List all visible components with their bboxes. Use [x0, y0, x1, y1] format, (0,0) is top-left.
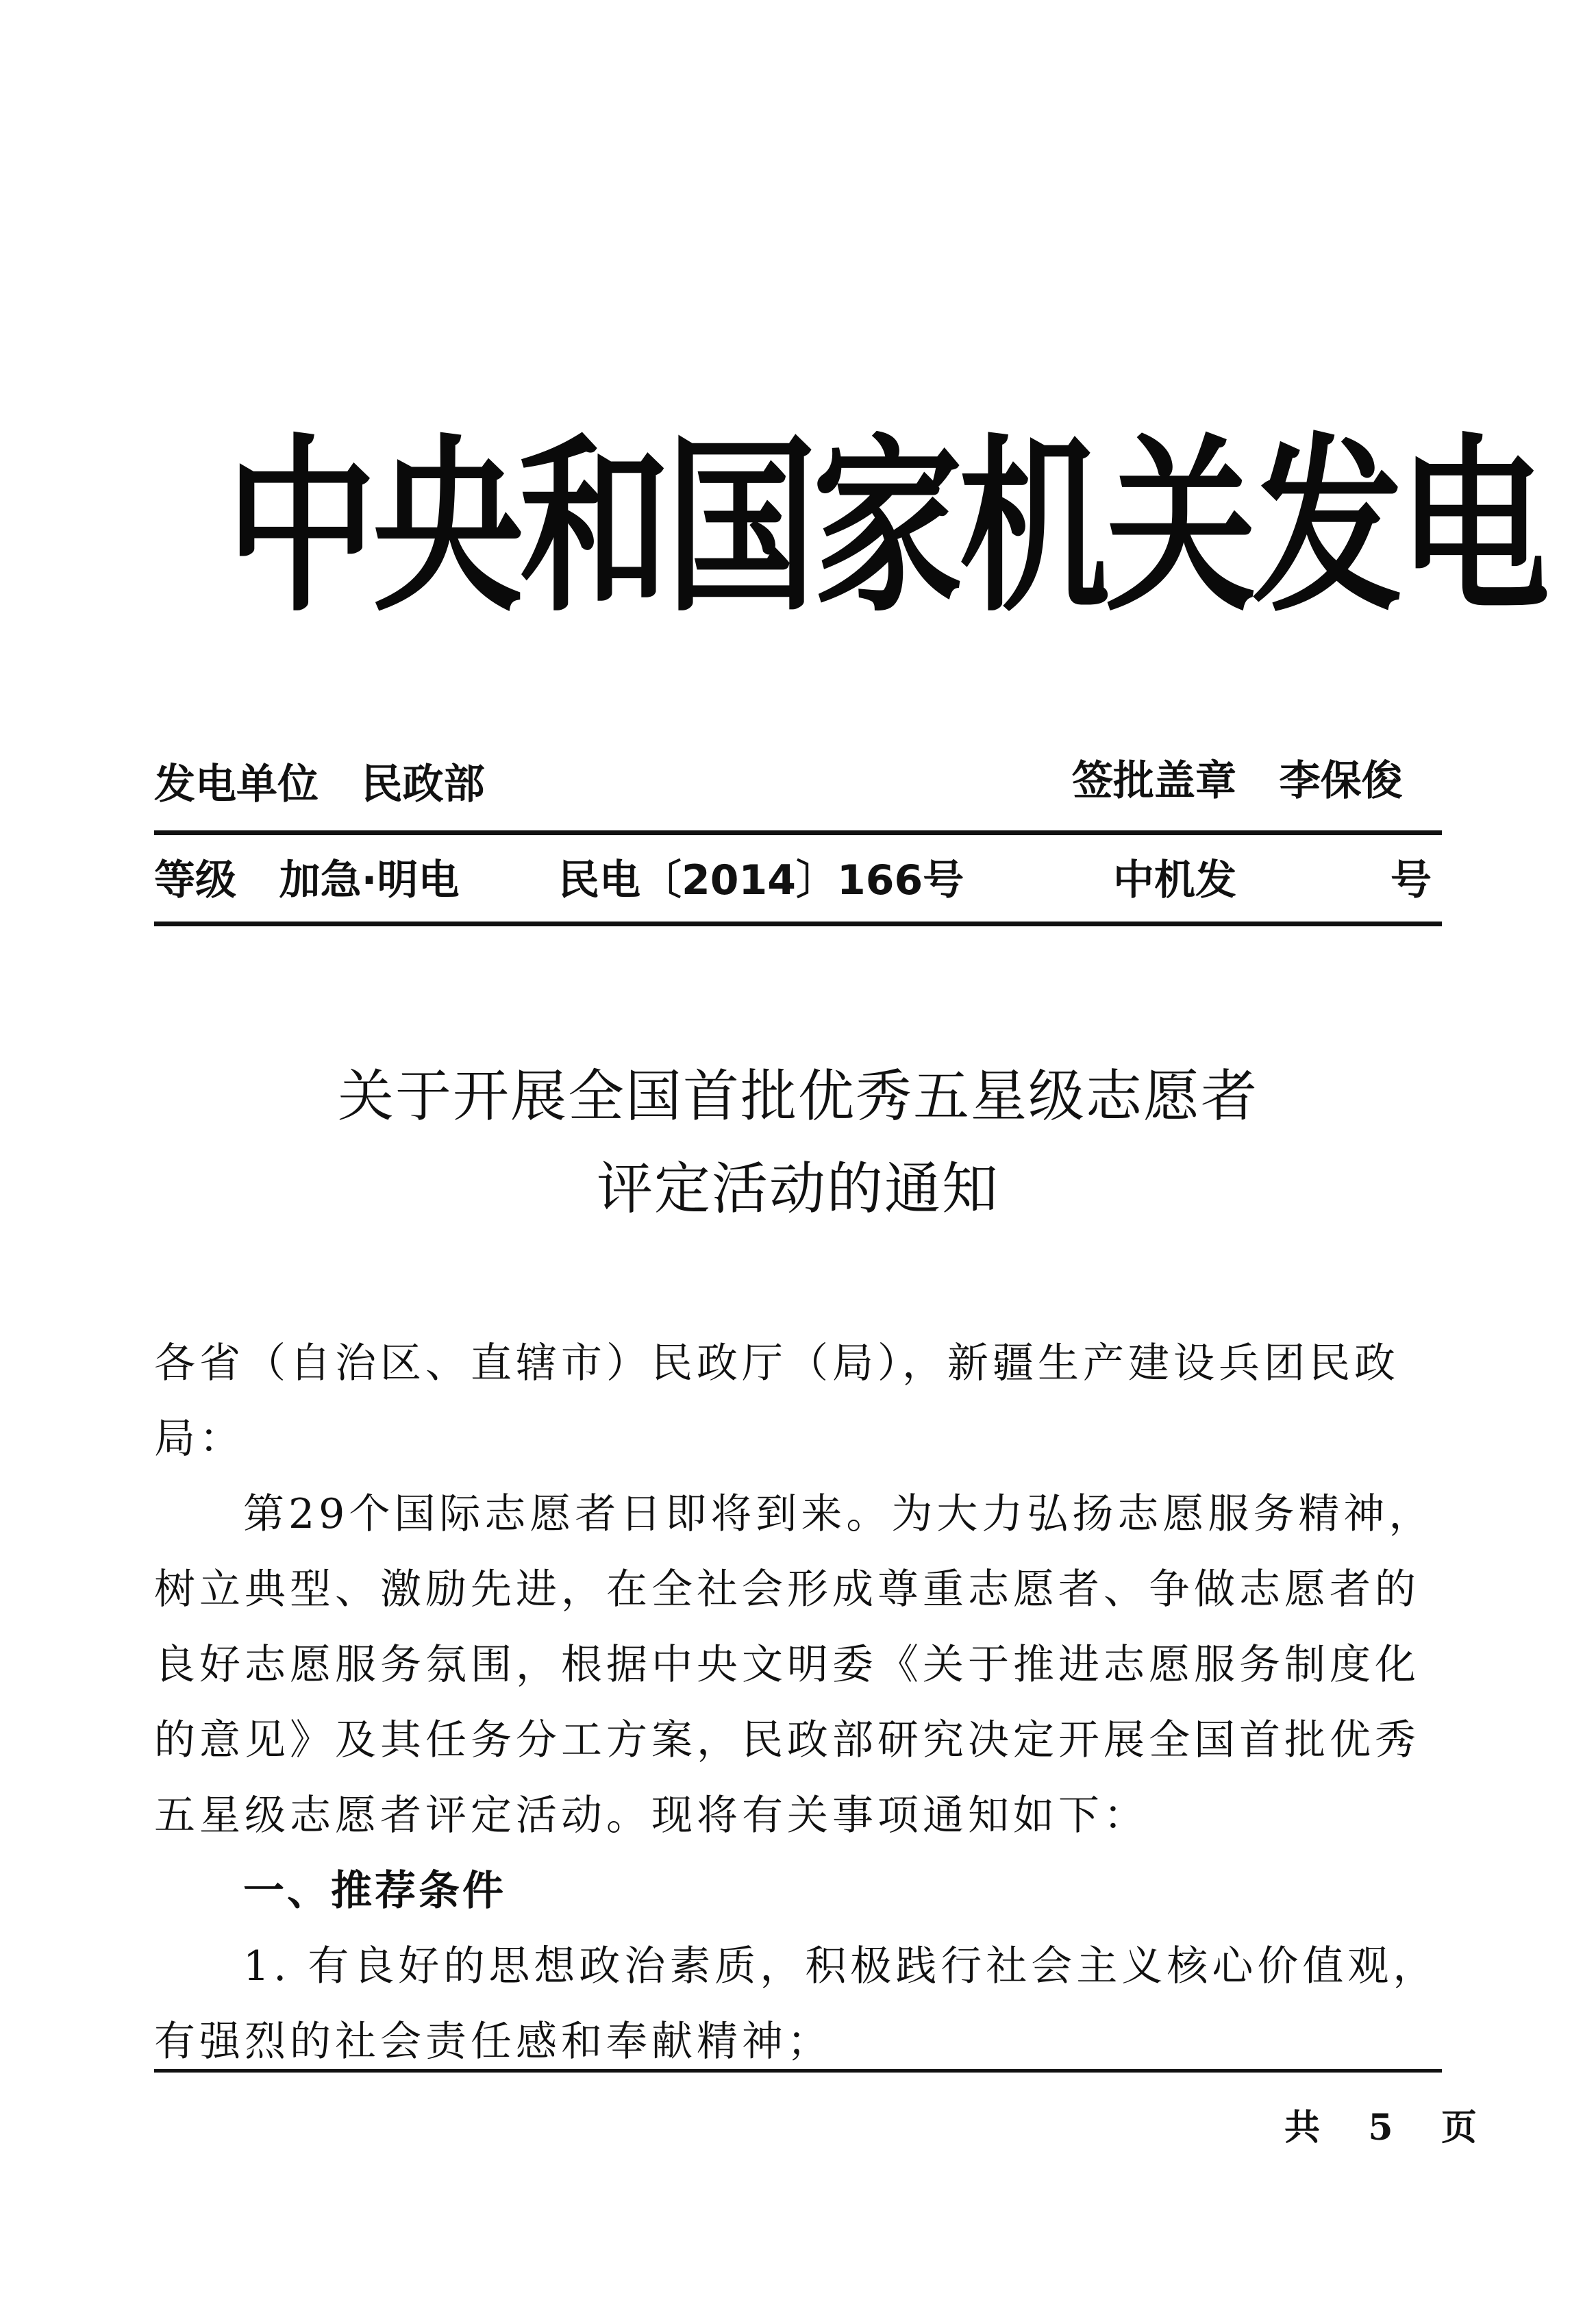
body-line: 五星级志愿者评定活动。现将有关事项通知如下：: [154, 1792, 1149, 1840]
masthead-char: 央: [373, 418, 520, 637]
approval-label: 签批盖章: [1072, 757, 1236, 805]
masthead-char: 发: [1252, 418, 1399, 637]
body-line: 局：: [154, 1415, 245, 1463]
masthead-char: 家: [812, 418, 960, 637]
body-line: 各省（自治区、直辖市）民政厅（局），新疆生产建设兵团民政: [154, 1339, 1399, 1387]
body-line: 1. 有良好的思想政治素质，积极践行社会主义核心价值观，: [243, 1942, 1438, 1990]
body-line: 树立典型、激励先进，在全社会形成尊重志愿者、争做志愿者的: [154, 1566, 1420, 1613]
body-line: 良好志愿服务氛围，根据中央文明委《关于推进志愿服务制度化: [154, 1641, 1420, 1689]
header-divider: [154, 830, 1442, 835]
level-label: 等级: [154, 856, 236, 904]
document-title-line1: 关于开展全国首批优秀五星级志愿者: [337, 1064, 1258, 1129]
sender-field: [154, 761, 485, 808]
masthead-title: [226, 373, 1546, 682]
masthead-char: 国: [666, 418, 813, 637]
level-field: [154, 856, 460, 904]
section-heading: 一、推荐条件: [243, 1867, 506, 1915]
masthead-char: 中: [226, 418, 373, 637]
sender-value: 民政部: [361, 761, 485, 808]
page-count: [1284, 2107, 1480, 2149]
masthead-char: 电: [1399, 418, 1546, 637]
page-count-prefix: 共: [1284, 2107, 1323, 2149]
page-count-value: 5: [1368, 2107, 1396, 2149]
masthead-char: 关: [1106, 418, 1253, 637]
number-suffix: 号: [1391, 856, 1432, 904]
approval-field: [1072, 757, 1403, 805]
body-line: 有强烈的社会责任感和奉献精神；: [154, 2018, 832, 2066]
document-number: 民电〔2014〕166号: [558, 856, 964, 904]
approval-value: 李保俊: [1279, 757, 1403, 805]
sender-label: 发电单位: [154, 761, 319, 808]
level-value: 加急·明电: [279, 856, 460, 904]
masthead-char: 和: [519, 418, 666, 637]
document-title-line2: 评定活动的通知: [596, 1157, 999, 1222]
body-line: 的意见》及其任务分工方案，民政部研究决定开展全国首批优秀: [154, 1716, 1420, 1764]
central-label: 中机发: [1113, 856, 1236, 904]
footer-divider: [154, 2069, 1442, 2073]
page-count-suffix: 页: [1441, 2107, 1480, 2149]
masthead-char: 机: [959, 418, 1106, 637]
header-bottom-divider: [154, 922, 1442, 926]
body-line: 第29个国际志愿者日即将到来。为大力弘扬志愿服务精神，: [243, 1490, 1434, 1538]
